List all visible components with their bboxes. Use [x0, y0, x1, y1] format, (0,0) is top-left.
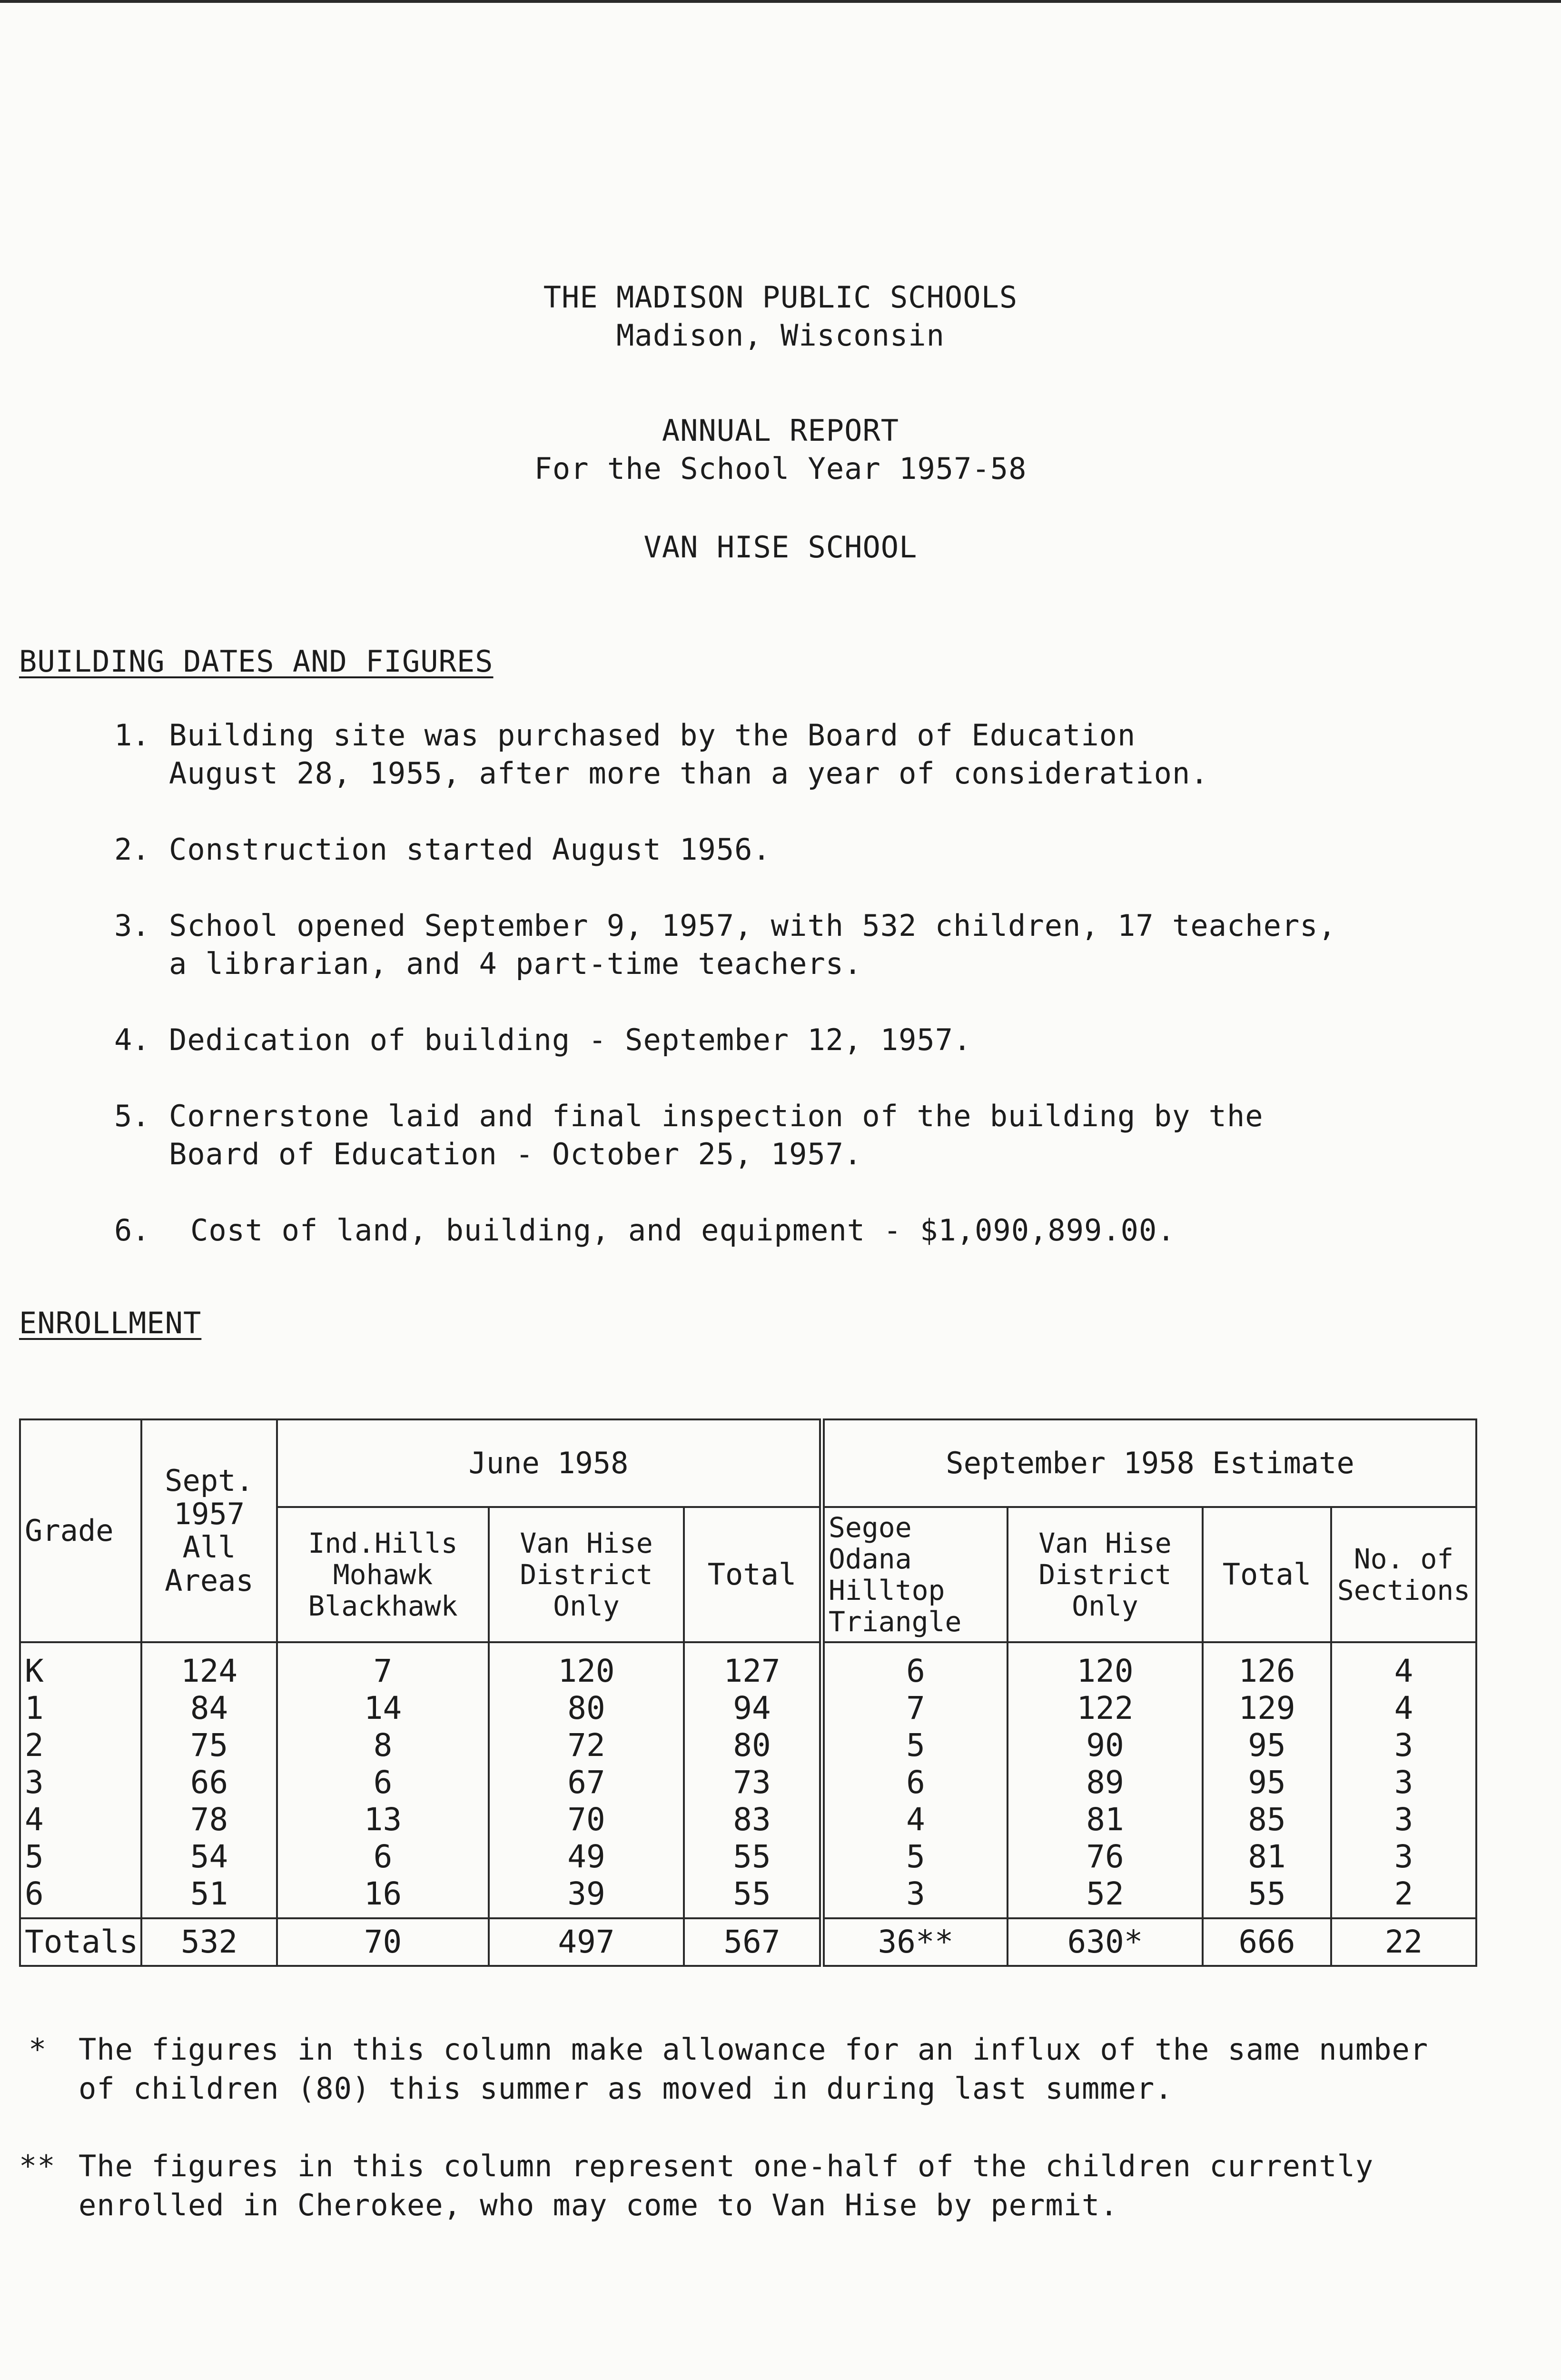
grade-cell: K: [20, 1642, 141, 1690]
total-june-cell: 80: [684, 1727, 822, 1764]
sept-1957-cell: 78: [141, 1801, 277, 1838]
table-row: [20, 1875, 1476, 1918]
table-row: [20, 1838, 1476, 1875]
segoe-cell: 7: [822, 1690, 1008, 1727]
total-june-cell: 127: [684, 1642, 822, 1690]
item-line: Dedication of building - September 12, 1957.: [169, 1022, 972, 1057]
sept-1957-cell: 54: [141, 1838, 277, 1875]
sections-cell: 3: [1331, 1727, 1476, 1764]
van-hise-june-cell: 72: [489, 1727, 684, 1764]
grade-cell: 2: [20, 1727, 141, 1764]
total-june-header: Total: [684, 1507, 822, 1642]
org-name: THE MADISON PUBLIC SCHOOLS: [543, 280, 1018, 315]
segoe-header: Segoe Odana Hilltop Triangle: [822, 1507, 1008, 1642]
ind-hills-cell: 7: [277, 1642, 489, 1690]
footnote-line: enrolled in Cherokee, who may come to Van Hise by permit.: [79, 2188, 1118, 2222]
footnote-line: The figures in this column represent one-half of the children currently: [79, 2149, 1374, 2183]
item-number: 5.: [114, 1099, 150, 1133]
totals-label: Totals: [20, 1918, 141, 1966]
total-sept-header: Total: [1203, 1507, 1331, 1642]
total-june-cell: 55: [684, 1838, 822, 1875]
segoe-cell: 4: [822, 1801, 1008, 1838]
table-row: [20, 1801, 1476, 1838]
van-hise-sept-cell: 89: [1008, 1764, 1203, 1801]
sections-cell: 4: [1331, 1642, 1476, 1690]
footnote-mark: **: [19, 2149, 56, 2183]
van-hise-sept-cell: 81: [1008, 1801, 1203, 1838]
van-hise-june-total: 497: [489, 1918, 684, 1966]
total-sept-cell: 95: [1203, 1764, 1331, 1801]
total-sept-cell: 129: [1203, 1690, 1331, 1727]
segoe-cell: 6: [822, 1642, 1008, 1690]
sept-1957-total: 532: [141, 1918, 277, 1966]
item-line: Construction started August 1956.: [169, 832, 771, 867]
item-line: Board of Education - October 25, 1957.: [169, 1137, 862, 1171]
grade-cell: 3: [20, 1764, 141, 1801]
total-june-total: 567: [684, 1918, 822, 1966]
footnote-line: The figures in this column make allowance for an influx of the same number: [79, 2032, 1429, 2067]
top-edge-line: [0, 0, 1561, 3]
report-title: ANNUAL REPORT: [662, 413, 899, 448]
total-sept-cell: 55: [1203, 1875, 1331, 1918]
item-number: 1.: [114, 718, 150, 753]
item-line: a librarian, and 4 part-time teachers.: [169, 946, 862, 981]
van-hise-sept-header: Van Hise District Only: [1008, 1507, 1203, 1642]
segoe-total: 36**: [822, 1918, 1008, 1966]
grade-header: Grade: [20, 1419, 141, 1642]
ind-hills-cell: 13: [277, 1801, 489, 1838]
van-hise-sept-total: 630*: [1008, 1918, 1203, 1966]
segoe-cell: 5: [822, 1838, 1008, 1875]
total-sept-cell: 81: [1203, 1838, 1331, 1875]
table-row: [20, 1764, 1476, 1801]
total-june-cell: 83: [684, 1801, 822, 1838]
grade-cell: 6: [20, 1875, 141, 1918]
item-number: 6.: [114, 1213, 150, 1248]
van-hise-sept-cell: 120: [1008, 1642, 1203, 1690]
sections-total: 22: [1331, 1918, 1476, 1966]
sept-1957-header: Sept. 1957 All Areas: [141, 1419, 277, 1642]
sept-1957-cell: 51: [141, 1875, 277, 1918]
item-line: August 28, 1955, after more than a year of consideration.: [169, 756, 1209, 791]
sections-cell: 3: [1331, 1838, 1476, 1875]
footnote-line: of children (80) this summer as moved in during last summer.: [79, 2071, 1173, 2106]
item-number: 3.: [114, 908, 150, 943]
ind-hills-header: Ind.Hills Mohawk Blackhawk: [277, 1507, 489, 1642]
sept-1957-cell: 66: [141, 1764, 277, 1801]
van-hise-june-cell: 70: [489, 1801, 684, 1838]
item-line: Cost of land, building, and equipment - $1,090,899.00.: [190, 1213, 1176, 1248]
van-hise-june-cell: 67: [489, 1764, 684, 1801]
van-hise-june-header: Van Hise District Only: [489, 1507, 684, 1642]
sept-1957-cell: 75: [141, 1727, 277, 1764]
segoe-cell: 5: [822, 1727, 1008, 1764]
item-number: 2.: [114, 832, 150, 867]
sections-cell: 3: [1331, 1764, 1476, 1801]
van-hise-june-cell: 120: [489, 1642, 684, 1690]
sections-cell: 4: [1331, 1690, 1476, 1727]
sections-header: No. of Sections: [1331, 1507, 1476, 1642]
sections-cell: 3: [1331, 1801, 1476, 1838]
footnote-mark: *: [29, 2032, 47, 2067]
sept-1958-estimate-header: September 1958 Estimate: [822, 1419, 1476, 1507]
grade-cell: 5: [20, 1838, 141, 1875]
sept-1957-cell: 124: [141, 1642, 277, 1690]
school-name: VAN HISE SCHOOL: [643, 530, 918, 565]
item-line: School opened September 9, 1957, with 532 children, 17 teachers,: [169, 908, 1336, 943]
segoe-cell: 3: [822, 1875, 1008, 1918]
item-line: Cornerstone laid and final inspection of the building by the: [169, 1099, 1264, 1133]
total-june-cell: 94: [684, 1690, 822, 1727]
item-number: 4.: [114, 1022, 150, 1057]
total-sept-cell: 126: [1203, 1642, 1331, 1690]
grade-cell: 1: [20, 1690, 141, 1727]
ind-hills-cell: 6: [277, 1838, 489, 1875]
van-hise-sept-cell: 90: [1008, 1727, 1203, 1764]
van-hise-sept-cell: 76: [1008, 1838, 1203, 1875]
van-hise-june-cell: 80: [489, 1690, 684, 1727]
grade-cell: 4: [20, 1801, 141, 1838]
table-row: [20, 1727, 1476, 1764]
sept-1957-cell: 84: [141, 1690, 277, 1727]
van-hise-june-cell: 39: [489, 1875, 684, 1918]
van-hise-sept-cell: 52: [1008, 1875, 1203, 1918]
enrollment-table: [19, 1418, 1477, 1967]
ind-hills-cell: 16: [277, 1875, 489, 1918]
totals-row: [20, 1918, 1476, 1966]
enrollment-section-title: ENROLLMENT: [19, 1306, 202, 1340]
segoe-cell: 6: [822, 1764, 1008, 1801]
total-sept-total: 666: [1203, 1918, 1331, 1966]
van-hise-sept-cell: 122: [1008, 1690, 1203, 1727]
ind-hills-cell: 14: [277, 1690, 489, 1727]
ind-hills-cell: 8: [277, 1727, 489, 1764]
building-section-title: BUILDING DATES AND FIGURES: [19, 644, 494, 679]
item-line: Building site was purchased by the Board of Education: [169, 718, 1136, 753]
table-row: [20, 1690, 1476, 1727]
total-sept-cell: 85: [1203, 1801, 1331, 1838]
table-row: [20, 1642, 1476, 1690]
city-name: Madison, Wisconsin: [616, 318, 945, 353]
sections-cell: 2: [1331, 1875, 1476, 1918]
total-june-cell: 73: [684, 1764, 822, 1801]
ind-hills-cell: 6: [277, 1764, 489, 1801]
report-year: For the School Year 1957-58: [534, 451, 1027, 486]
june-1958-header: June 1958: [277, 1419, 822, 1507]
total-sept-cell: 95: [1203, 1727, 1331, 1764]
ind-hills-total: 70: [277, 1918, 489, 1966]
total-june-cell: 55: [684, 1875, 822, 1918]
van-hise-june-cell: 49: [489, 1838, 684, 1875]
